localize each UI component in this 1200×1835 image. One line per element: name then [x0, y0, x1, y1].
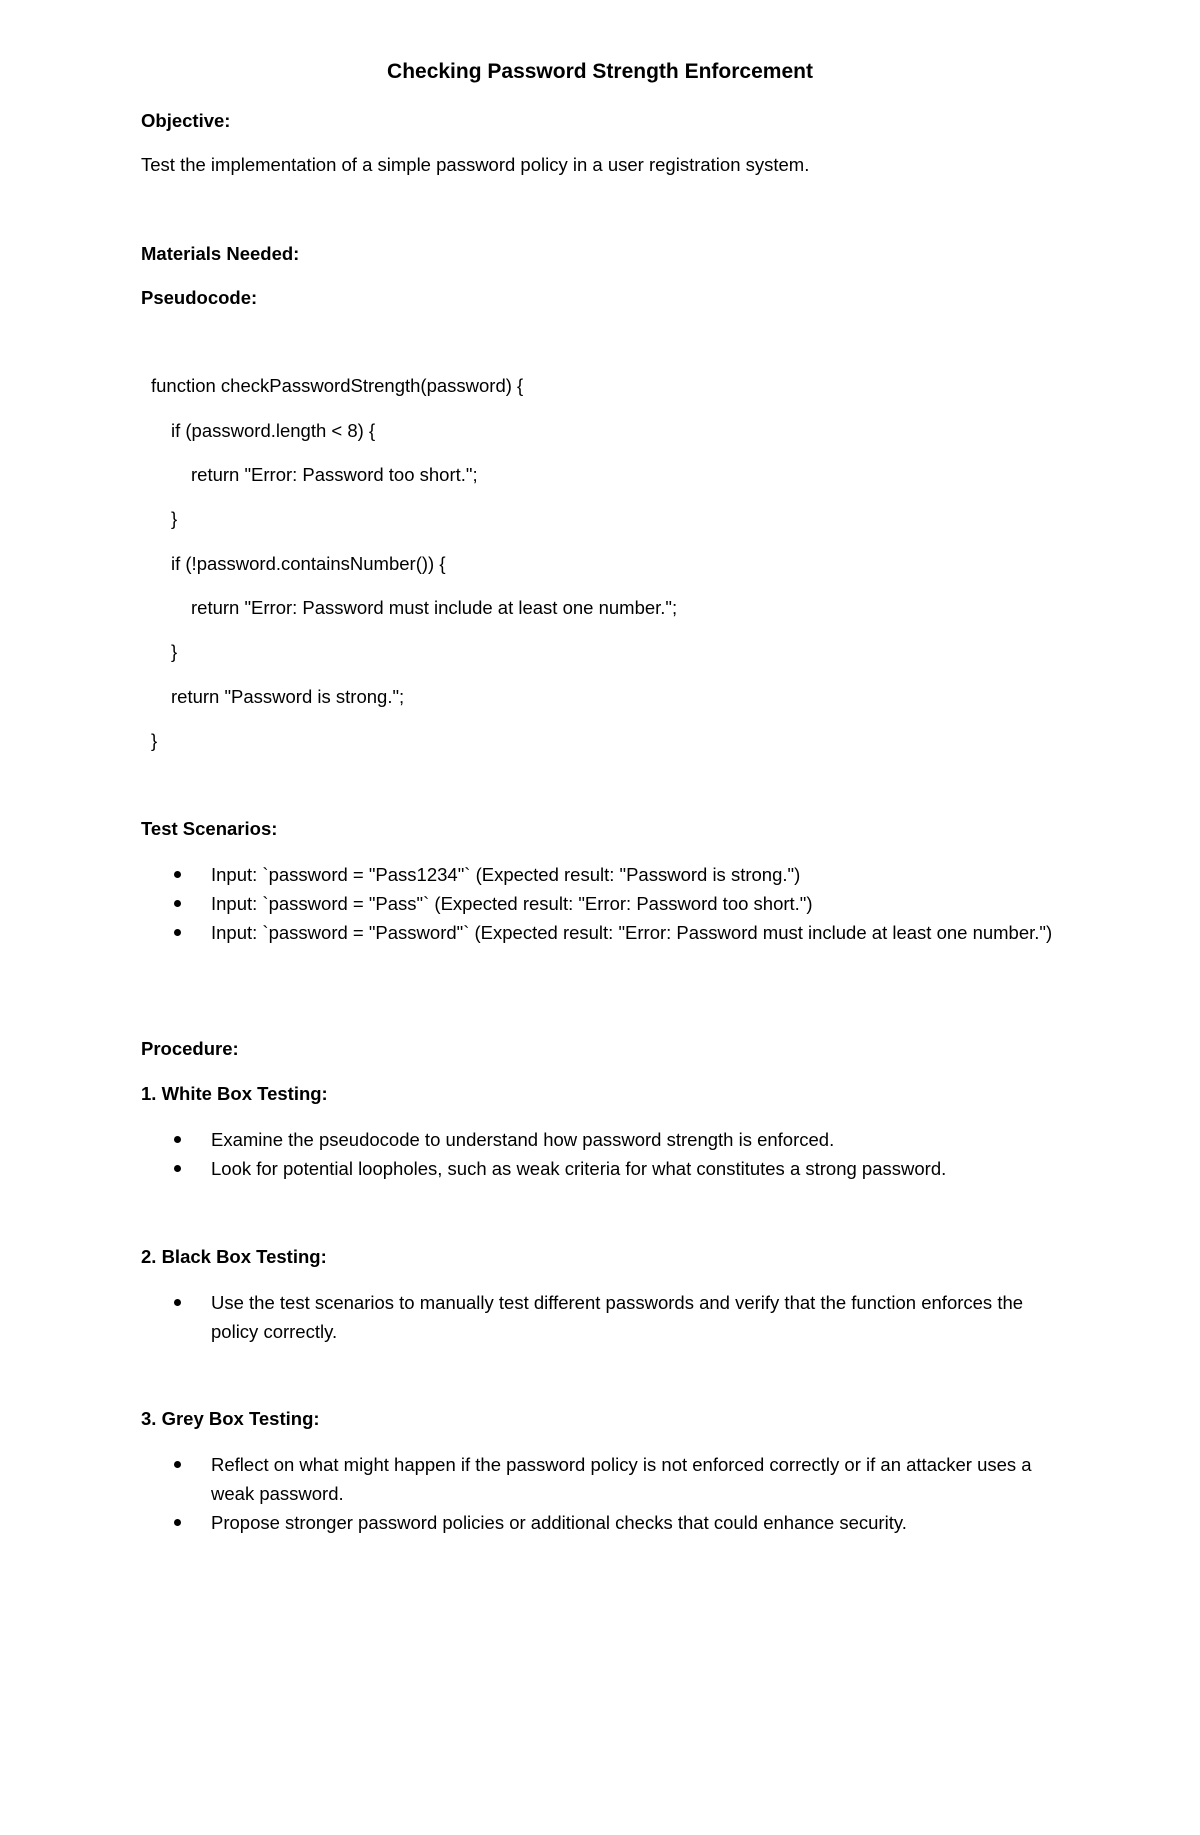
list-item: Input: `password = "Password"` (Expected result: "Error: Password must include at least one number.")	[141, 918, 1061, 947]
list-item: Propose stronger password policies or additional checks that could enhance security.	[141, 1508, 1061, 1537]
objective-heading: Objective:	[141, 110, 231, 131]
test-scenarios-heading: Test Scenarios:	[141, 818, 278, 839]
grey-box-heading: 3. Grey Box Testing:	[141, 1408, 320, 1429]
black-box-heading: 2. Black Box Testing:	[141, 1246, 327, 1267]
materials-heading: Materials Needed:	[141, 243, 300, 264]
white-box-list	[141, 1125, 1061, 1183]
list-item: Input: `password = "Pass1234"` (Expected result: "Password is strong.")	[141, 860, 1061, 889]
pseudocode-heading: Pseudocode:	[141, 287, 258, 308]
procedure-heading: Procedure:	[141, 1038, 239, 1059]
code-line: return "Password is strong.";	[171, 686, 405, 707]
code-line: function checkPasswordStrength(password) {	[151, 375, 524, 396]
list-item: Reflect on what might happen if the password policy is not enforced correctly or if an attacker uses a weak password.	[141, 1450, 1061, 1508]
code-line: return "Error: Password too short.";	[191, 464, 478, 485]
grey-box-list	[141, 1450, 1061, 1537]
list-item: Look for potential loopholes, such as weak criteria for what constitutes a strong password.	[141, 1154, 1061, 1183]
code-line: if (password.length < 8) {	[171, 420, 376, 441]
code-line: }	[151, 730, 158, 751]
code-line: }	[171, 508, 178, 529]
objective-text: Test the implementation of a simple password policy in a user registration system.	[141, 154, 810, 175]
white-box-heading: 1. White Box Testing:	[141, 1083, 328, 1104]
test-scenarios-list	[141, 860, 1061, 947]
black-box-list	[141, 1288, 1061, 1346]
code-line: }	[171, 641, 178, 662]
list-item: Input: `password = "Pass"` (Expected result: "Error: Password too short.")	[141, 889, 1061, 918]
list-item: Use the test scenarios to manually test different passwords and verify that the function enforces the policy correctly.	[141, 1288, 1061, 1346]
code-line: return "Error: Password must include at least one number.";	[191, 597, 678, 618]
document-title: Checking Password Strength Enforcement	[387, 60, 813, 83]
list-item: Examine the pseudocode to understand how password strength is enforced.	[141, 1125, 1061, 1154]
code-line: if (!password.containsNumber()) {	[171, 553, 446, 574]
